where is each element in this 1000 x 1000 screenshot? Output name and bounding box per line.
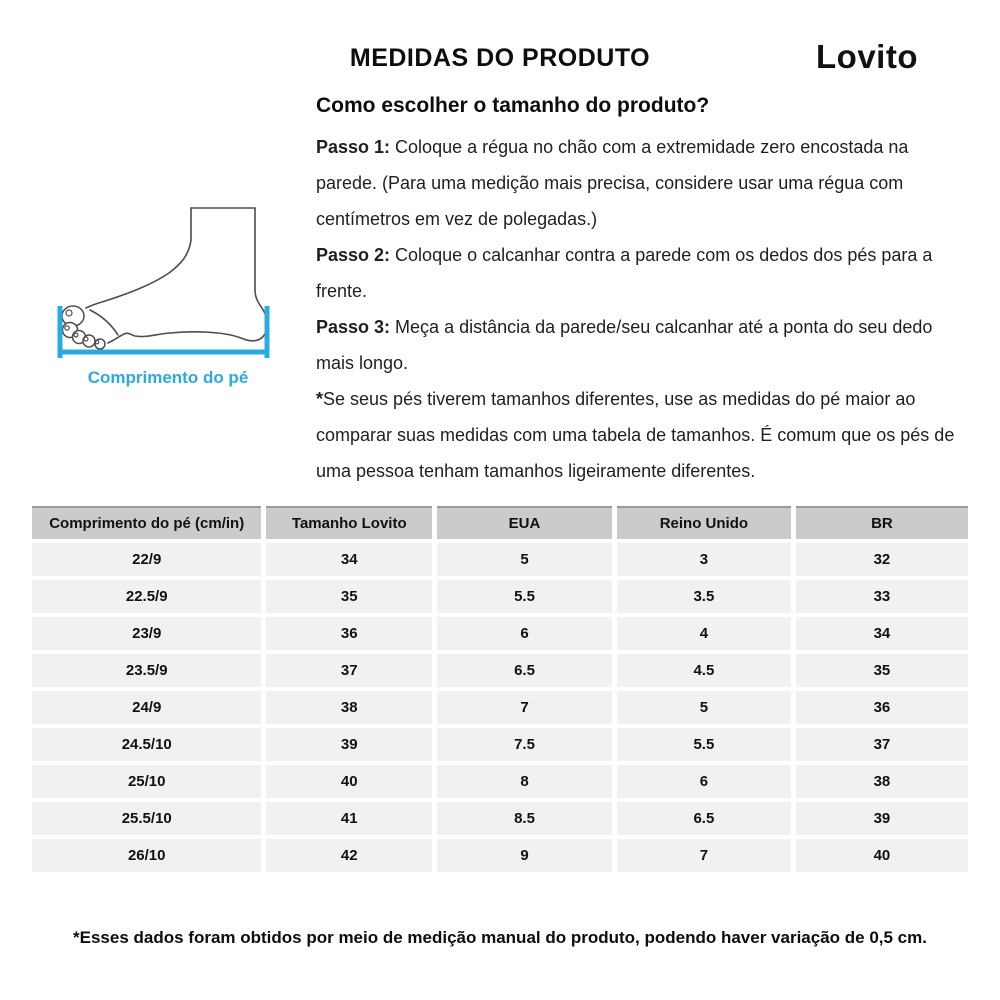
table-cell: 8.5 [437, 802, 612, 835]
step-label: Passo 2: [316, 245, 391, 265]
table-cell: 5.5 [437, 580, 612, 613]
table-row [32, 543, 968, 576]
table-cell: 4.5 [617, 654, 791, 687]
guide-heading: Como escolher o tamanho do produto? [316, 94, 710, 117]
table-cell: 5 [617, 691, 791, 724]
table-cell: 39 [266, 728, 432, 761]
column-header-1: Comprimento do pé (cm/in) [32, 506, 261, 539]
step-text: Coloque o calcanhar contra a parede com os dedos dos pés para a frente. [316, 245, 933, 301]
table-cell: 35 [796, 654, 968, 687]
step-label: Passo 1: [316, 137, 391, 157]
step-text: Coloque a régua no chão com a extremidade zero encostada na parede. (Para uma medição mais precisa, considere usar uma régua com centímetros em vez de polegadas.) [316, 137, 909, 229]
table-cell: 38 [266, 691, 432, 724]
size-table [27, 502, 973, 876]
table-cell: 6 [437, 617, 612, 650]
foot-illustration [52, 192, 284, 364]
table-row [32, 728, 968, 761]
table-cell: 6 [617, 765, 791, 798]
table-cell: 4 [617, 617, 791, 650]
table-cell: 5 [437, 543, 612, 576]
table-cell: 34 [796, 617, 968, 650]
page-title: MEDIDAS DO PRODUTO [349, 44, 651, 72]
table-cell: 40 [796, 839, 968, 872]
foot-length-label: Comprimento do pé [87, 368, 249, 387]
size-table-header [32, 506, 968, 539]
table-cell: 37 [796, 728, 968, 761]
step-label: Passo 3: [316, 317, 391, 337]
step-text: Se seus pés tiverem tamanhos diferentes, use as medidas do pé maior ao comparar suas medidas com uma tabela de tamanhos. É comum que os pés de uma pessoa tenham tamanhos ligeiramente diferentes. [316, 389, 955, 481]
table-cell: 23/9 [32, 617, 261, 650]
column-header-5: BR [796, 506, 968, 539]
table-cell: 25/10 [32, 765, 261, 798]
table-cell: 7.5 [437, 728, 612, 761]
table-cell: 23.5/9 [32, 654, 261, 687]
table-cell: 22/9 [32, 543, 261, 576]
table-cell: 9 [437, 839, 612, 872]
table-cell: 3.5 [617, 580, 791, 613]
table-row [32, 839, 968, 872]
table-cell: 42 [266, 839, 432, 872]
table-cell: 3 [617, 543, 791, 576]
table-cell: 6.5 [437, 654, 612, 687]
table-cell: 39 [796, 802, 968, 835]
column-header-4: Reino Unido [617, 506, 791, 539]
table-cell: 6.5 [617, 802, 791, 835]
table-row [32, 617, 968, 650]
guide-step-3 [316, 309, 964, 381]
table-row [32, 765, 968, 798]
guide-step-2 [316, 237, 964, 309]
column-header-2: Tamanho Lovito [266, 506, 432, 539]
table-cell: 38 [796, 765, 968, 798]
table-cell: 7 [437, 691, 612, 724]
table-row [32, 802, 968, 835]
table-cell: 5.5 [617, 728, 791, 761]
table-cell: 7 [617, 839, 791, 872]
table-row [32, 580, 968, 613]
table-cell: 34 [266, 543, 432, 576]
guide-step-4 [316, 381, 964, 489]
step-text: Meça a distância da parede/seu calcanhar até a ponta do seu dedo mais longo. [316, 317, 933, 373]
foot-diagram [52, 192, 284, 388]
table-row [32, 654, 968, 687]
table-cell: 25.5/10 [32, 802, 261, 835]
guide-steps [316, 129, 964, 489]
table-cell: 36 [796, 691, 968, 724]
sizing-guide-section [316, 94, 964, 489]
brand-logo: Lovito [816, 38, 918, 75]
table-row [32, 691, 968, 724]
table-cell: 33 [796, 580, 968, 613]
table-cell: 24/9 [32, 691, 261, 724]
table-cell: 24.5/10 [32, 728, 261, 761]
table-cell: 41 [266, 802, 432, 835]
table-cell: 40 [266, 765, 432, 798]
step-label: * [316, 389, 324, 409]
column-header-3: EUA [437, 506, 612, 539]
table-cell: 26/10 [32, 839, 261, 872]
measurement-disclaimer: *Esses dados foram obtidos por meio de medição manual do produto, podendo haver variação de 0,5 cm. [73, 928, 927, 947]
guide-step-1 [316, 129, 964, 237]
table-cell: 32 [796, 543, 968, 576]
table-cell: 37 [266, 654, 432, 687]
table-cell: 36 [266, 617, 432, 650]
table-cell: 35 [266, 580, 432, 613]
table-cell: 8 [437, 765, 612, 798]
table-cell: 22.5/9 [32, 580, 261, 613]
